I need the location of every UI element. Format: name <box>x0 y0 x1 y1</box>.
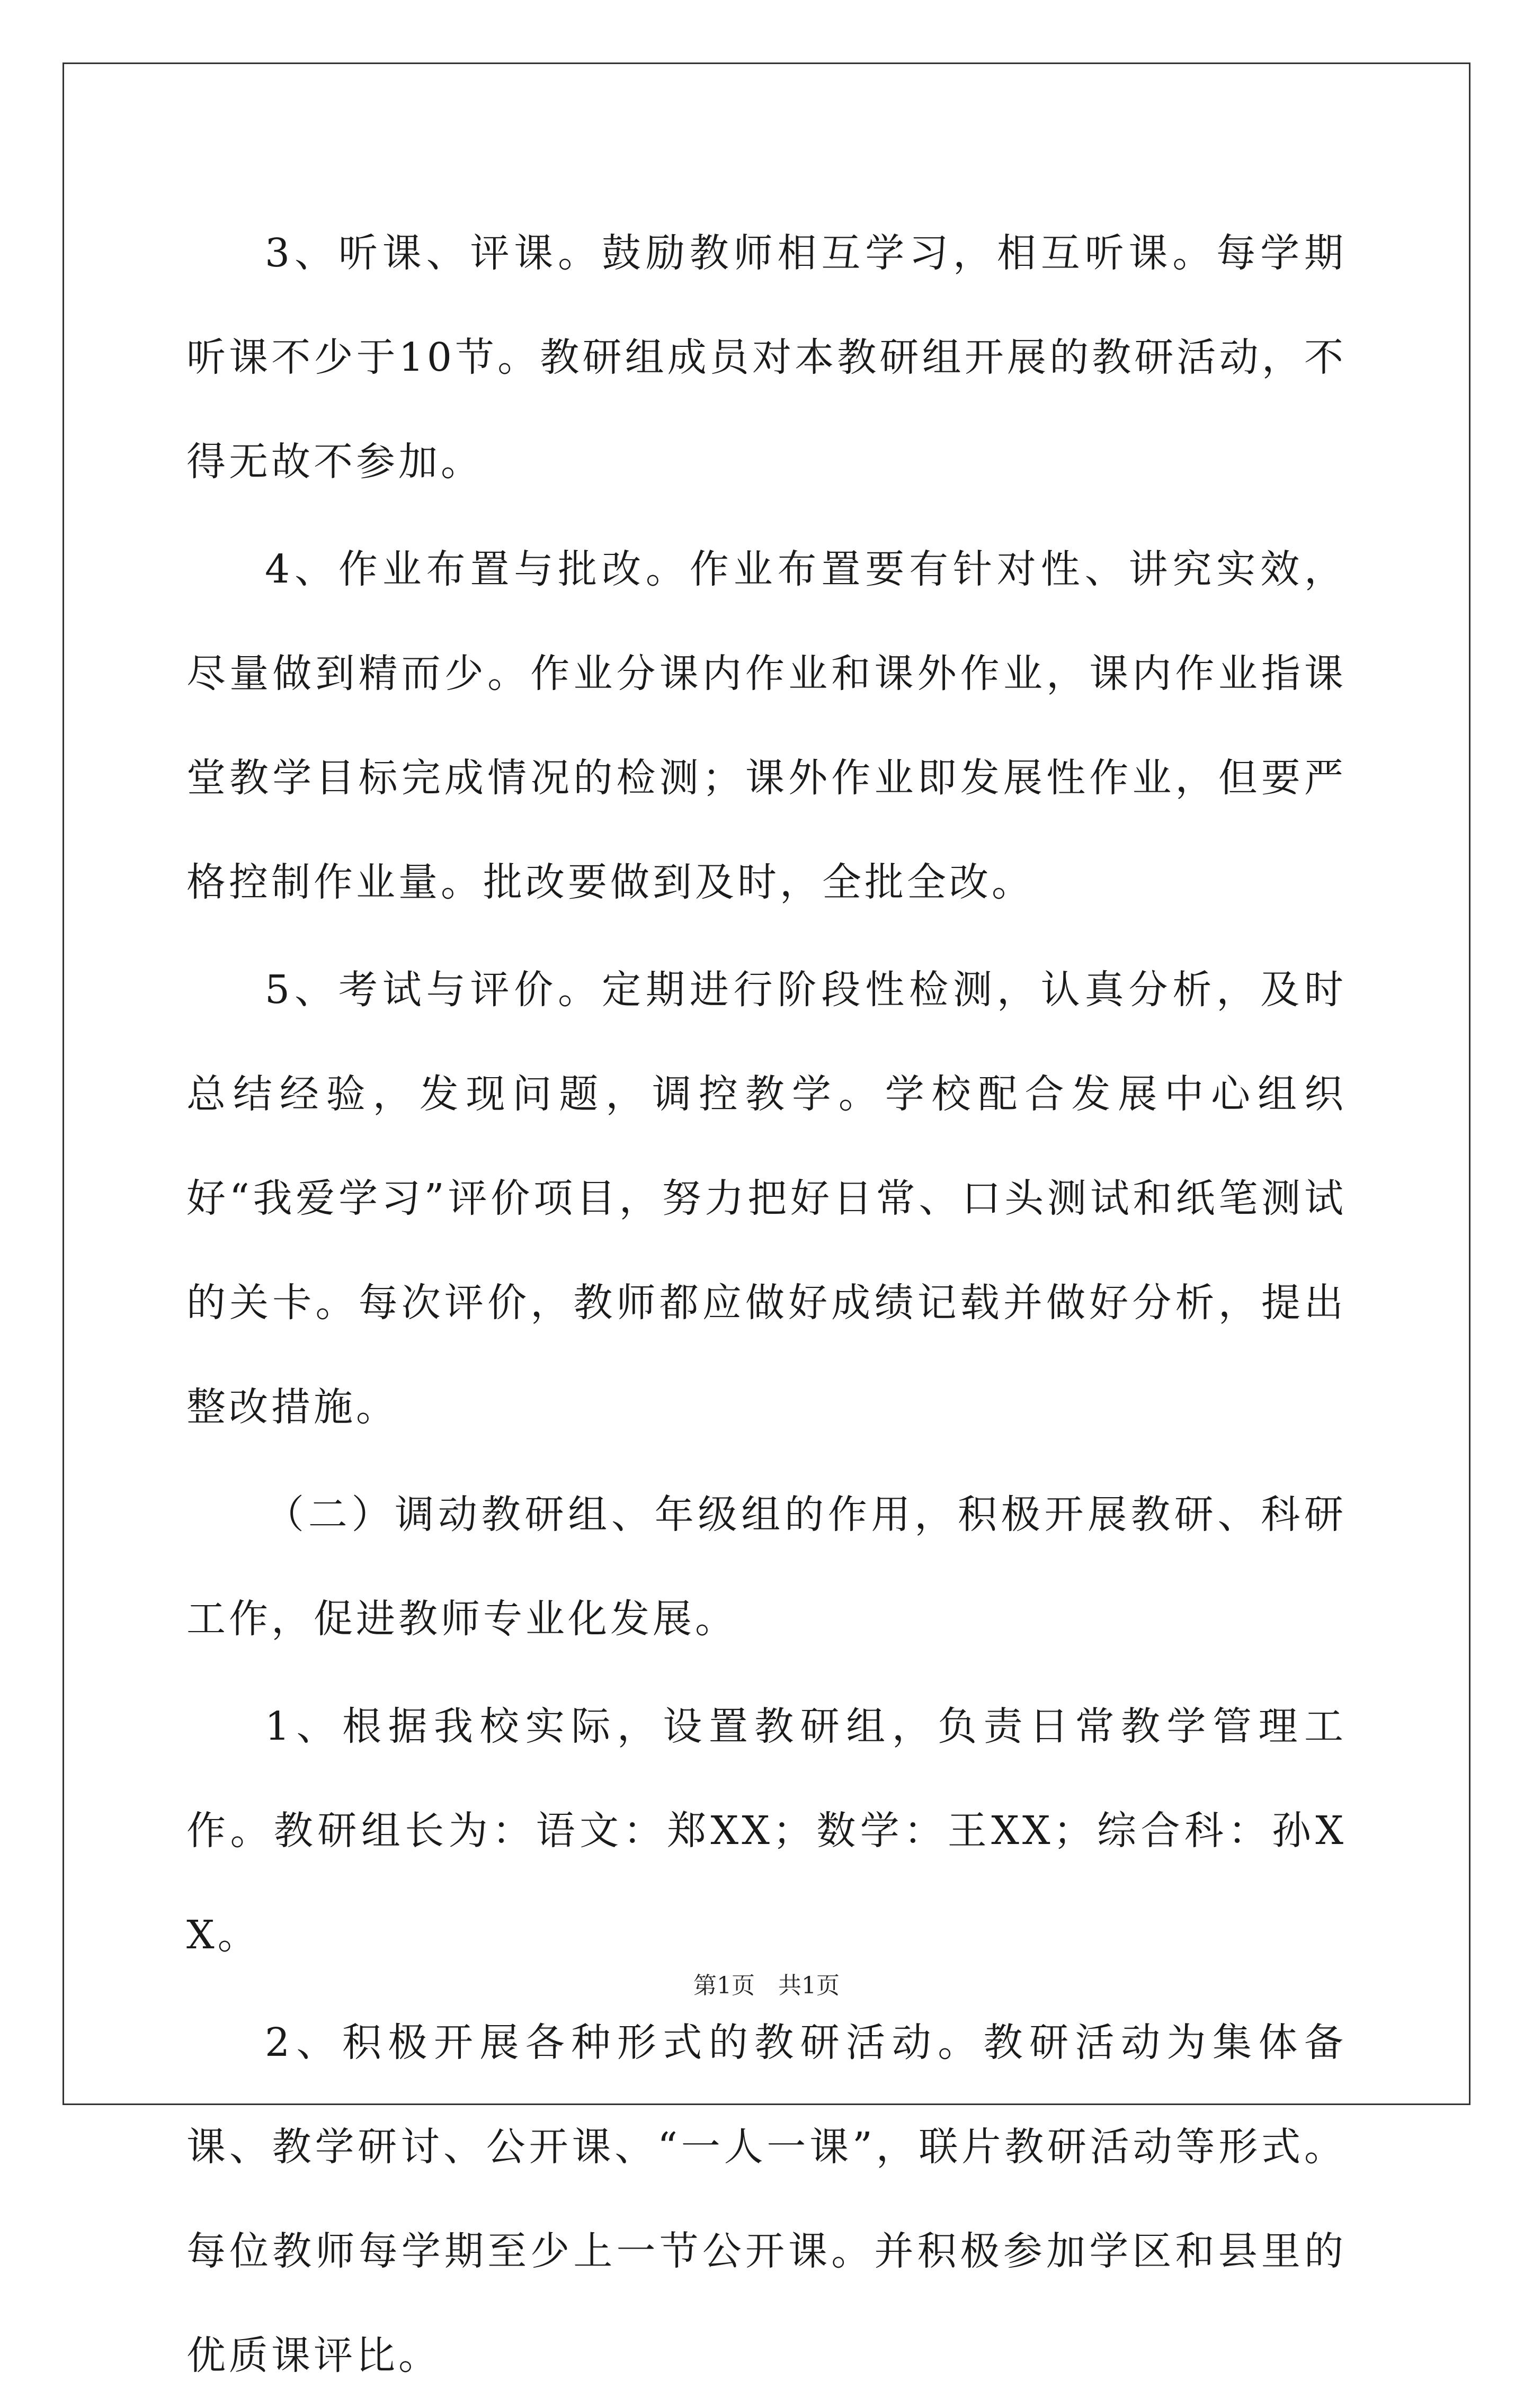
paragraph-research-groups: 1、根据我校实际，设置教研组，负责日常教学管理工作。教研组长为：语文：郑XX；数学：王XX；综合科：孙XX。 <box>186 1704 1347 1958</box>
page-number-footer: 第1页 共1页 <box>693 1972 840 1999</box>
document-body <box>186 201 1347 2408</box>
paragraph-section-two-heading: （二）调动教研组、年级组的作用，积极开展教研、科研工作，促进教师专业化发展。 <box>186 1492 1347 1642</box>
paragraph-exam-evaluation: 5、考试与评价。定期进行阶段性检测，认真分析，及时总结经验，发现问题，调控教学。学校配合发展中心组织好“我爱学习”评价项目，努力把好日常、口头测试和纸笔测试的关卡。每次评价，教师都应做好成绩记载并做好分析，提出整改措施。 <box>186 967 1347 1430</box>
paragraph-listening-evaluation: 3、听课、评课。鼓励教师相互学习，相互听课。每学期听课不少于10节。教研组成员对本教研组开展的教研活动，不得无故不参加。 <box>186 230 1347 485</box>
paragraph-research-activities: 2、积极开展各种形式的教研活动。教研活动为集体备课、教学研讨、公开课、“一人一课”，联片教研活动等形式。每位教师每学期至少上一节公开课。并积极参加学区和县里的优质课评比。 <box>186 2020 1347 2378</box>
paragraph-homework: 4、作业布置与批改。作业布置要有针对性、讲究实效，尽量做到精而少。作业分课内作业和课外作业，课内作业指课堂教学目标完成情况的检测；课外作业即发展性作业，但要严格控制作业量。批改要做到及时，全批全改。 <box>186 547 1347 905</box>
